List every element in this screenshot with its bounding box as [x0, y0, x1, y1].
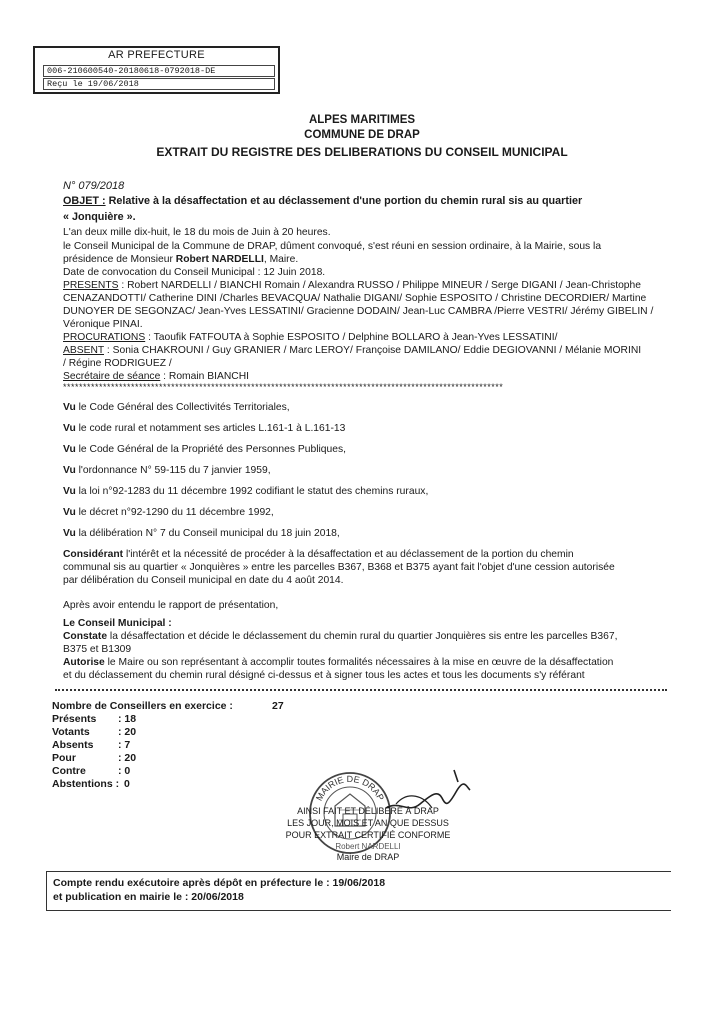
visa-keyword: Vu — [63, 444, 76, 455]
publication-box — [46, 871, 671, 911]
visa-line — [63, 507, 274, 518]
convocation-date: Date de convocation du Conseil Municipal : 12 Juin 2018. — [63, 267, 326, 278]
autorise-line — [63, 657, 613, 668]
visa-text: le Code Général des Collectivités Territoriales, — [75, 402, 290, 413]
dotted-separator — [55, 689, 667, 691]
visa-keyword: Vu — [63, 507, 76, 518]
visa-line — [63, 465, 271, 476]
objet-text-continued: « Jonquière ». — [63, 211, 136, 223]
considerant-text: l'intérêt et la nécessité de procéder à la désaffectation et au déclassement de la portion du chemin — [123, 549, 574, 560]
contre-label: Contre — [52, 765, 86, 777]
signature-line-2: LES JOUR, MOIS ET AN QUE DESSUS — [287, 818, 449, 828]
intro-session: le Conseil Municipal de la Commune de DRAP, dûment convoqué, s'est réuni en session ordinaire, à la Mairie, sous la — [63, 241, 602, 252]
presidence-suffix: , Maire. — [263, 254, 299, 265]
signature-name: Robert NARDELLI — [335, 842, 401, 851]
absents-count-value: : 7 — [118, 739, 131, 751]
visa-line — [63, 486, 428, 497]
rapport-line: Après avoir entendu le rapport de présentation, — [63, 600, 279, 611]
deliberation-number: N° 079/2018 — [63, 180, 125, 192]
autorise-keyword: Autorise — [63, 657, 105, 668]
intro-presidence — [63, 254, 298, 265]
constate-line-2: B375 et B1309 — [63, 644, 132, 655]
visa-text: le Code Général de la Propriété des Personnes Publiques, — [75, 444, 346, 455]
visa-line — [63, 402, 290, 413]
abstentions-label: Abstentions : — [52, 778, 120, 790]
presents-text: : Robert NARDELLI / BIANCHI Romain / Alexandra RUSSO / Philippe MINEUR / Serge DIGANI / Jean-Christophe — [118, 280, 641, 291]
seal-text: MAIRIE DE DRAP — [313, 773, 386, 803]
secretaire-text: : Romain BIANCHI — [160, 371, 250, 382]
absent-line-2: / Régine RODRIGUEZ / — [63, 358, 172, 369]
objet-label: OBJET : — [63, 195, 106, 207]
executoire-line: Compte rendu exécutoire après dépôt en préfecture le : 19/06/2018 — [53, 877, 386, 889]
procurations-line — [63, 332, 557, 343]
visa-text: la délibération N° 7 du Conseil municipal du 18 juin 2018, — [75, 528, 340, 539]
stamp-title: AR PREFECTURE — [108, 49, 205, 61]
autorise-line-2: et du déclassement du chemin rural désigné ci-dessus et à signer tous les actes et tous les documents s'y référant — [63, 670, 585, 681]
signature-title: Maire de DRAP — [336, 852, 400, 862]
publication-line: et publication en mairie le : 20/06/2018 — [53, 891, 244, 903]
visa-keyword: Vu — [63, 402, 76, 413]
presidence-text: présidence de Monsieur — [63, 254, 176, 265]
exercice-label: Nombre de Conseillers en exercice : — [52, 700, 233, 712]
signature-line-1: AINSI FAIT ET DÉLIBÉRÉ À DRAP — [297, 806, 439, 816]
intro-date: L'an deux mille dix-huit, le 18 du mois de Juin à 20 heures. — [63, 227, 331, 238]
stamp-received-date: Reçu le 19/06/2018 — [43, 78, 275, 90]
department-heading: ALPES MARITIMES — [308, 114, 416, 126]
presents-count-value: : 18 — [118, 713, 137, 725]
presents-line-2: CENAZANDOTTI/ Catherine DINI /Charles BEVACQUA/ Nathalie DIGANI/ Sophie ESPOSITO / Christine DECORDIER/ Martine — [63, 293, 647, 304]
secretaire-label: Secrétaire de séance — [63, 371, 161, 382]
abstentions-value: 0 — [124, 778, 130, 790]
exercice-value: 27 — [272, 700, 284, 712]
constate-text: la désaffectation et décide le déclassement du chemin rural du quartier Jonquières sis entre les parcelles B367, — [107, 631, 618, 642]
conseil-heading: Le Conseil Municipal : — [63, 618, 172, 629]
visa-text: le décret n°92-1290 du 11 décembre 1992, — [75, 507, 274, 518]
objet-text: Relative à la désaffectation et au déclassement d'une portion du chemin rural sis au quartier — [105, 195, 583, 207]
autorise-text: le Maire ou son représentant à accomplir toutes formalités nécessaires à la mise en œuvre de la désaffectation — [104, 657, 614, 668]
constate-line — [63, 631, 617, 642]
votants-value: : 20 — [118, 726, 137, 738]
visa-keyword: Vu — [63, 423, 76, 434]
commune-heading: COMMUNE DE DRAP — [304, 129, 420, 141]
absents-count-label: Absents — [52, 739, 94, 751]
considerant-keyword: Considérant — [63, 549, 124, 560]
considerant-line-3: par délibération du Conseil municipal en date du 4 août 2014. — [63, 575, 344, 586]
absent-text: : Sonia CHAKROUNI / Guy GRANIER / Marc LEROY/ Françoise DAMILANO/ Eddie DEGIOVANNI / Mélanie MORINI — [104, 345, 642, 356]
presents-line — [63, 280, 641, 291]
visa-line — [63, 528, 340, 539]
signature-line-3: POUR EXTRAIT CERTIFIÉ CONFORME — [285, 830, 451, 840]
procurations-text: : Taoufik FATFOUTA à Sophie ESPOSITO / Delphine BOLLARO à Jean-Yves LESSATINI/ — [145, 332, 558, 343]
visa-keyword: Vu — [63, 486, 76, 497]
visa-line — [63, 444, 346, 455]
votants-label: Votants — [52, 726, 90, 738]
objet-line — [63, 195, 582, 207]
absent-line — [63, 345, 641, 356]
pour-value: : 20 — [118, 752, 137, 764]
presents-line-4: Véronique PINAI. — [63, 319, 143, 330]
presents-line-3: DUNOYER DE SEGONZAC/ Jean-Yves LESSATINI/ Gracienne DODAIN/ Jean-Luc CAMBRA /Pierre VESTRI/ Jérémy GIBELIN / — [63, 306, 654, 317]
secretaire-line — [63, 371, 249, 382]
mayor-name: Robert NARDELLI — [175, 254, 264, 265]
procurations-label: PROCURATIONS — [63, 332, 146, 343]
visa-keyword: Vu — [63, 465, 76, 476]
considerant-line — [63, 549, 574, 560]
visa-text: la loi n°92-1283 du 11 décembre 1992 codifiant le statut des chemins ruraux, — [75, 486, 429, 497]
constate-keyword: Constate — [63, 631, 108, 642]
visa-line — [63, 423, 345, 434]
presents-label: PRESENTS — [63, 280, 119, 291]
considerant-line-2: communal sis au quartier « Jonquières » entre les parcelles B367, B368 et B375 ayant fait l'objet d'une cession autorisée — [63, 562, 615, 573]
page-title: EXTRAIT DU REGISTRE DES DELIBERATIONS DU CONSEIL MUNICIPAL — [156, 145, 568, 159]
visa-keyword: Vu — [63, 528, 76, 539]
visa-text: le code rural et notamment ses articles L.161-1 à L.161-13 — [75, 423, 346, 434]
pour-label: Pour — [52, 752, 76, 764]
absent-label: ABSENT — [63, 345, 105, 356]
presents-count-label: Présents — [52, 713, 97, 725]
stamp-reference: 006-210600540-20180618-0792018-DE — [43, 65, 275, 77]
visa-text: l'ordonnance N° 59-115 du 7 janvier 1959, — [75, 465, 271, 476]
separator-stars: ************************************************************************************************************** — [63, 382, 504, 392]
ar-prefecture-stamp — [33, 46, 280, 94]
contre-value: : 0 — [118, 765, 131, 777]
